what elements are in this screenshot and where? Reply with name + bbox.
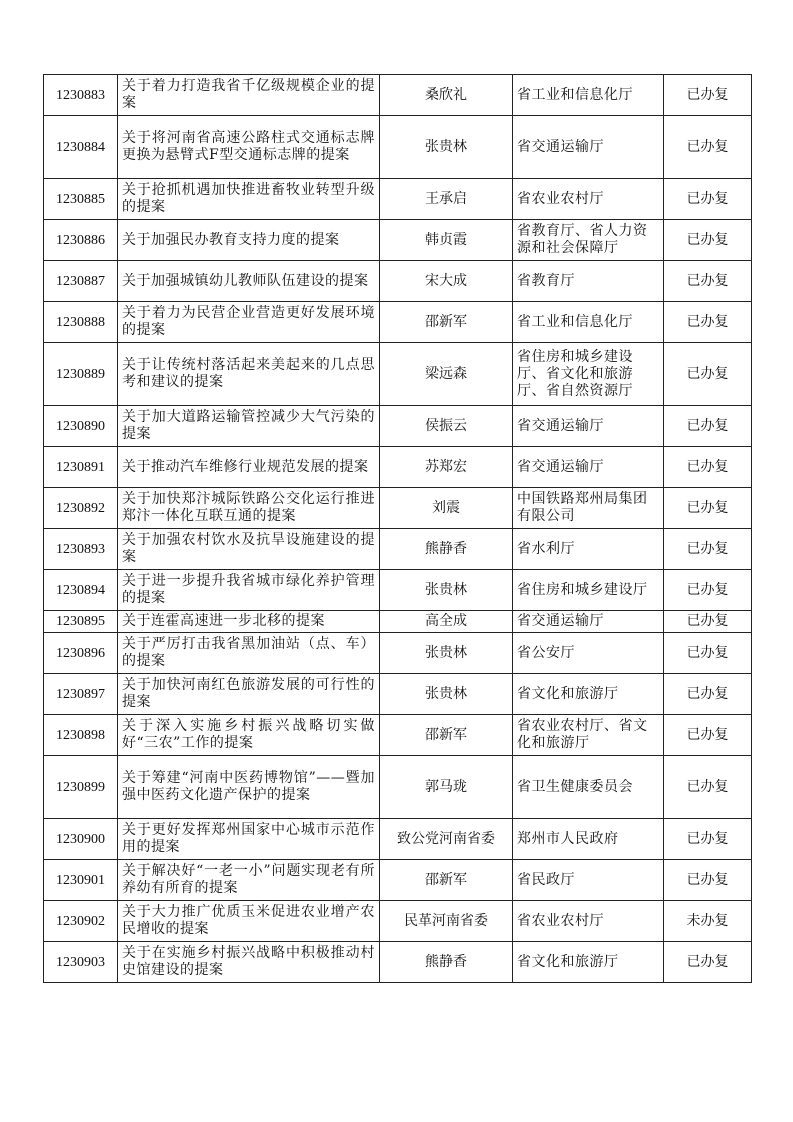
proposal-title: 关于推动汽车维修行业规范发展的提案 xyxy=(118,447,380,488)
proposal-id: 1230897 xyxy=(44,674,118,715)
proposal-title: 关于筹建“河南中医药博物馆”——暨加强中医药文化遗产保护的提案 xyxy=(118,756,380,819)
proposal-id: 1230903 xyxy=(44,942,118,983)
status-badge: 已办复 xyxy=(664,860,752,901)
proposal-id: 1230901 xyxy=(44,860,118,901)
proposal-title: 关于在实施乡村振兴战略中积极推动村史馆建设的提案 xyxy=(118,942,380,983)
proposer-name: 张贵林 xyxy=(380,570,513,611)
proposal-id: 1230898 xyxy=(44,715,118,756)
handling-department: 省住房和城乡建设厅 xyxy=(513,570,664,611)
table-row xyxy=(44,570,752,611)
handling-department: 省教育厅 xyxy=(513,261,664,302)
proposal-title: 关于着力打造我省千亿级规模企业的提案 xyxy=(118,75,380,116)
status-badge: 已办复 xyxy=(664,715,752,756)
proposer-name: 梁远森 xyxy=(380,343,513,406)
proposal-id: 1230902 xyxy=(44,901,118,942)
proposer-name: 张贵林 xyxy=(380,633,513,674)
table-row xyxy=(44,488,752,529)
proposer-name: 致公党河南省委 xyxy=(380,819,513,860)
proposal-title: 关于解决好“一老一小”问题实现老有所养幼有所育的提案 xyxy=(118,860,380,901)
proposal-id: 1230888 xyxy=(44,302,118,343)
proposer-name: 熊静香 xyxy=(380,942,513,983)
table-row xyxy=(44,942,752,983)
proposer-name: 宋大成 xyxy=(380,261,513,302)
status-badge: 已办复 xyxy=(664,529,752,570)
status-badge: 已办复 xyxy=(664,942,752,983)
table-row xyxy=(44,819,752,860)
proposer-name: 王承启 xyxy=(380,179,513,220)
proposal-title: 关于加强城镇幼儿教师队伍建设的提案 xyxy=(118,261,380,302)
proposal-id: 1230885 xyxy=(44,179,118,220)
proposer-name: 桑欣礼 xyxy=(380,75,513,116)
proposal-title: 关于更好发挥郑州国家中心城市示范作用的提案 xyxy=(118,819,380,860)
proposer-name: 张贵林 xyxy=(380,116,513,179)
proposal-title: 关于深入实施乡村振兴战略切实做好“三农”工作的提案 xyxy=(118,715,380,756)
handling-department: 省工业和信息化厅 xyxy=(513,302,664,343)
table-row xyxy=(44,674,752,715)
table-row xyxy=(44,343,752,406)
status-badge: 已办复 xyxy=(664,179,752,220)
status-badge: 已办复 xyxy=(664,611,752,633)
handling-department: 省农业农村厅、省文化和旅游厅 xyxy=(513,715,664,756)
handling-department: 郑州市人民政府 xyxy=(513,819,664,860)
proposer-name: 张贵林 xyxy=(380,674,513,715)
status-badge: 已办复 xyxy=(664,633,752,674)
handling-department: 省交通运输厅 xyxy=(513,406,664,447)
proposal-id: 1230899 xyxy=(44,756,118,819)
proposer-name: 侯振云 xyxy=(380,406,513,447)
handling-department: 省住房和城乡建设厅、省文化和旅游厅、省自然资源厅 xyxy=(513,343,664,406)
proposal-id: 1230887 xyxy=(44,261,118,302)
status-badge: 已办复 xyxy=(664,819,752,860)
proposer-name: 邵新军 xyxy=(380,302,513,343)
proposal-table-body xyxy=(44,75,752,983)
handling-department: 省交通运输厅 xyxy=(513,116,664,179)
table-row xyxy=(44,406,752,447)
proposal-title: 关于加大道路运输管控减少大气污染的提案 xyxy=(118,406,380,447)
status-badge: 已办复 xyxy=(664,302,752,343)
proposal-id: 1230891 xyxy=(44,447,118,488)
proposal-title: 关于加快河南红色旅游发展的可行性的提案 xyxy=(118,674,380,715)
table-row xyxy=(44,715,752,756)
table-row xyxy=(44,860,752,901)
proposal-id: 1230893 xyxy=(44,529,118,570)
table-row xyxy=(44,302,752,343)
table-row xyxy=(44,529,752,570)
proposer-name: 民革河南省委 xyxy=(380,901,513,942)
status-badge: 已办复 xyxy=(664,756,752,819)
table-row xyxy=(44,633,752,674)
status-badge: 已办复 xyxy=(664,343,752,406)
proposal-id: 1230890 xyxy=(44,406,118,447)
proposal-id: 1230884 xyxy=(44,116,118,179)
handling-department: 省农业农村厅 xyxy=(513,179,664,220)
table-row xyxy=(44,220,752,261)
proposal-title: 关于抢抓机遇加快推进畜牧业转型升级的提案 xyxy=(118,179,380,220)
proposal-title: 关于严厉打击我省黑加油站（点、车）的提案 xyxy=(118,633,380,674)
proposal-id: 1230889 xyxy=(44,343,118,406)
handling-department: 省卫生健康委员会 xyxy=(513,756,664,819)
table-row xyxy=(44,116,752,179)
proposal-id: 1230900 xyxy=(44,819,118,860)
table-row xyxy=(44,75,752,116)
status-badge: 已办复 xyxy=(664,116,752,179)
proposer-name: 高全成 xyxy=(380,611,513,633)
proposal-id: 1230896 xyxy=(44,633,118,674)
proposer-name: 苏郑宏 xyxy=(380,447,513,488)
status-badge: 已办复 xyxy=(664,674,752,715)
handling-department: 省公安厅 xyxy=(513,633,664,674)
proposer-name: 邵新军 xyxy=(380,860,513,901)
table-row xyxy=(44,756,752,819)
handling-department: 省水利厅 xyxy=(513,529,664,570)
proposal-title: 关于加强民办教育支持力度的提案 xyxy=(118,220,380,261)
proposal-title: 关于加快郑汴城际铁路公交化运行推进郑汴一体化互联互通的提案 xyxy=(118,488,380,529)
status-badge: 未办复 xyxy=(664,901,752,942)
proposer-name: 郭马珑 xyxy=(380,756,513,819)
handling-department: 省交通运输厅 xyxy=(513,611,664,633)
proposer-name: 刘震 xyxy=(380,488,513,529)
handling-department: 省文化和旅游厅 xyxy=(513,942,664,983)
status-badge: 已办复 xyxy=(664,488,752,529)
handling-department: 省民政厅 xyxy=(513,860,664,901)
proposal-id: 1230883 xyxy=(44,75,118,116)
handling-department: 省工业和信息化厅 xyxy=(513,75,664,116)
table-row xyxy=(44,611,752,633)
proposal-title: 关于加强农村饮水及抗旱设施建设的提案 xyxy=(118,529,380,570)
handling-department: 中国铁路郑州局集团有限公司 xyxy=(513,488,664,529)
handling-department: 省文化和旅游厅 xyxy=(513,674,664,715)
handling-department: 省农业农村厅 xyxy=(513,901,664,942)
status-badge: 已办复 xyxy=(664,447,752,488)
proposer-name: 邵新军 xyxy=(380,715,513,756)
proposal-title: 关于大力推广优质玉米促进农业增产农民增收的提案 xyxy=(118,901,380,942)
proposal-title: 关于进一步提升我省城市绿化养护管理的提案 xyxy=(118,570,380,611)
table-row xyxy=(44,179,752,220)
proposal-title: 关于让传统村落活起来美起来的几点思考和建议的提案 xyxy=(118,343,380,406)
proposal-title: 关于将河南省高速公路柱式交通标志牌更换为悬臂式F型交通标志牌的提案 xyxy=(118,116,380,179)
status-badge: 已办复 xyxy=(664,570,752,611)
status-badge: 已办复 xyxy=(664,261,752,302)
table-row xyxy=(44,261,752,302)
status-badge: 已办复 xyxy=(664,406,752,447)
proposal-title: 关于连霍高速进一步北移的提案 xyxy=(118,611,380,633)
proposal-id: 1230886 xyxy=(44,220,118,261)
handling-department: 省教育厅、省人力资源和社会保障厅 xyxy=(513,220,664,261)
status-badge: 已办复 xyxy=(664,75,752,116)
table-row xyxy=(44,447,752,488)
proposer-name: 韩贞霞 xyxy=(380,220,513,261)
table-row xyxy=(44,901,752,942)
handling-department: 省交通运输厅 xyxy=(513,447,664,488)
proposal-title: 关于着力为民营企业营造更好发展环境的提案 xyxy=(118,302,380,343)
status-badge: 已办复 xyxy=(664,220,752,261)
proposal-id: 1230895 xyxy=(44,611,118,633)
proposal-table xyxy=(43,74,752,983)
proposal-id: 1230894 xyxy=(44,570,118,611)
proposer-name: 熊静香 xyxy=(380,529,513,570)
proposal-id: 1230892 xyxy=(44,488,118,529)
